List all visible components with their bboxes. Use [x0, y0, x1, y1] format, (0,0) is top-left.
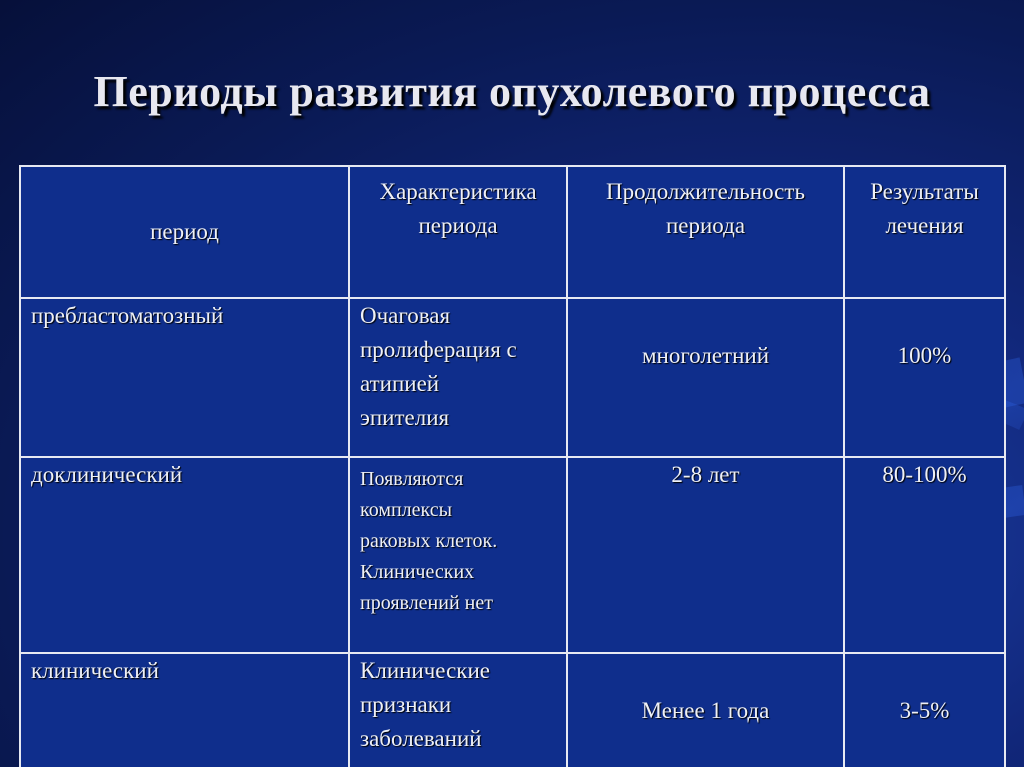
characteristic-line: признаки — [360, 692, 452, 717]
header-duration — [567, 166, 844, 298]
characteristic-line: Клинические — [360, 658, 490, 683]
table-row — [20, 298, 1005, 457]
table-row — [20, 653, 1005, 767]
header-result-line: Результаты — [870, 179, 979, 204]
characteristic-line: проявлений нет — [360, 592, 493, 614]
characteristic-line: атипией — [360, 371, 440, 396]
header-characteristic — [349, 166, 567, 298]
periods-table — [19, 165, 1006, 767]
header-period-label: период — [150, 219, 219, 244]
cell-result: 100% — [844, 298, 1005, 457]
characteristic-line: Клинических — [360, 561, 475, 583]
cell-characteristic — [349, 298, 567, 457]
slide-title: Периоды развития опухолевого процесса — [93, 67, 931, 116]
cell-period: доклинический — [20, 457, 349, 653]
periods-table-container — [19, 165, 1004, 767]
header-result-line: лечения — [885, 213, 964, 238]
cell-period: пребластоматозный — [20, 298, 349, 457]
table-row — [20, 457, 1005, 653]
characteristic-line: эпителия — [360, 405, 450, 430]
characteristic-line: комплексы — [360, 499, 453, 521]
cell-characteristic — [349, 457, 567, 653]
cell-characteristic — [349, 653, 567, 767]
header-duration-line: Продолжительность — [606, 179, 805, 204]
header-characteristic-line: Характеристика — [379, 179, 537, 204]
table-header-row — [20, 166, 1005, 298]
cell-duration: многолетний — [567, 298, 844, 457]
cell-result: 80-100% — [844, 457, 1005, 653]
characteristic-line: заболеваний — [360, 726, 482, 751]
header-characteristic-line: периода — [418, 213, 498, 238]
characteristic-line: пролиферация с — [360, 337, 517, 362]
characteristic-line: Очаговая — [360, 303, 451, 328]
cell-duration: Менее 1 года — [567, 653, 844, 767]
header-duration-line: периода — [665, 213, 746, 238]
cell-period: клинический — [20, 653, 349, 767]
cell-duration: 2-8 лет — [567, 457, 844, 653]
characteristic-line: раковых клеток. — [360, 530, 498, 552]
header-result — [844, 166, 1005, 298]
characteristic-line: Появляются — [360, 468, 464, 490]
cell-result: 3-5% — [844, 653, 1005, 767]
header-period — [20, 166, 349, 298]
